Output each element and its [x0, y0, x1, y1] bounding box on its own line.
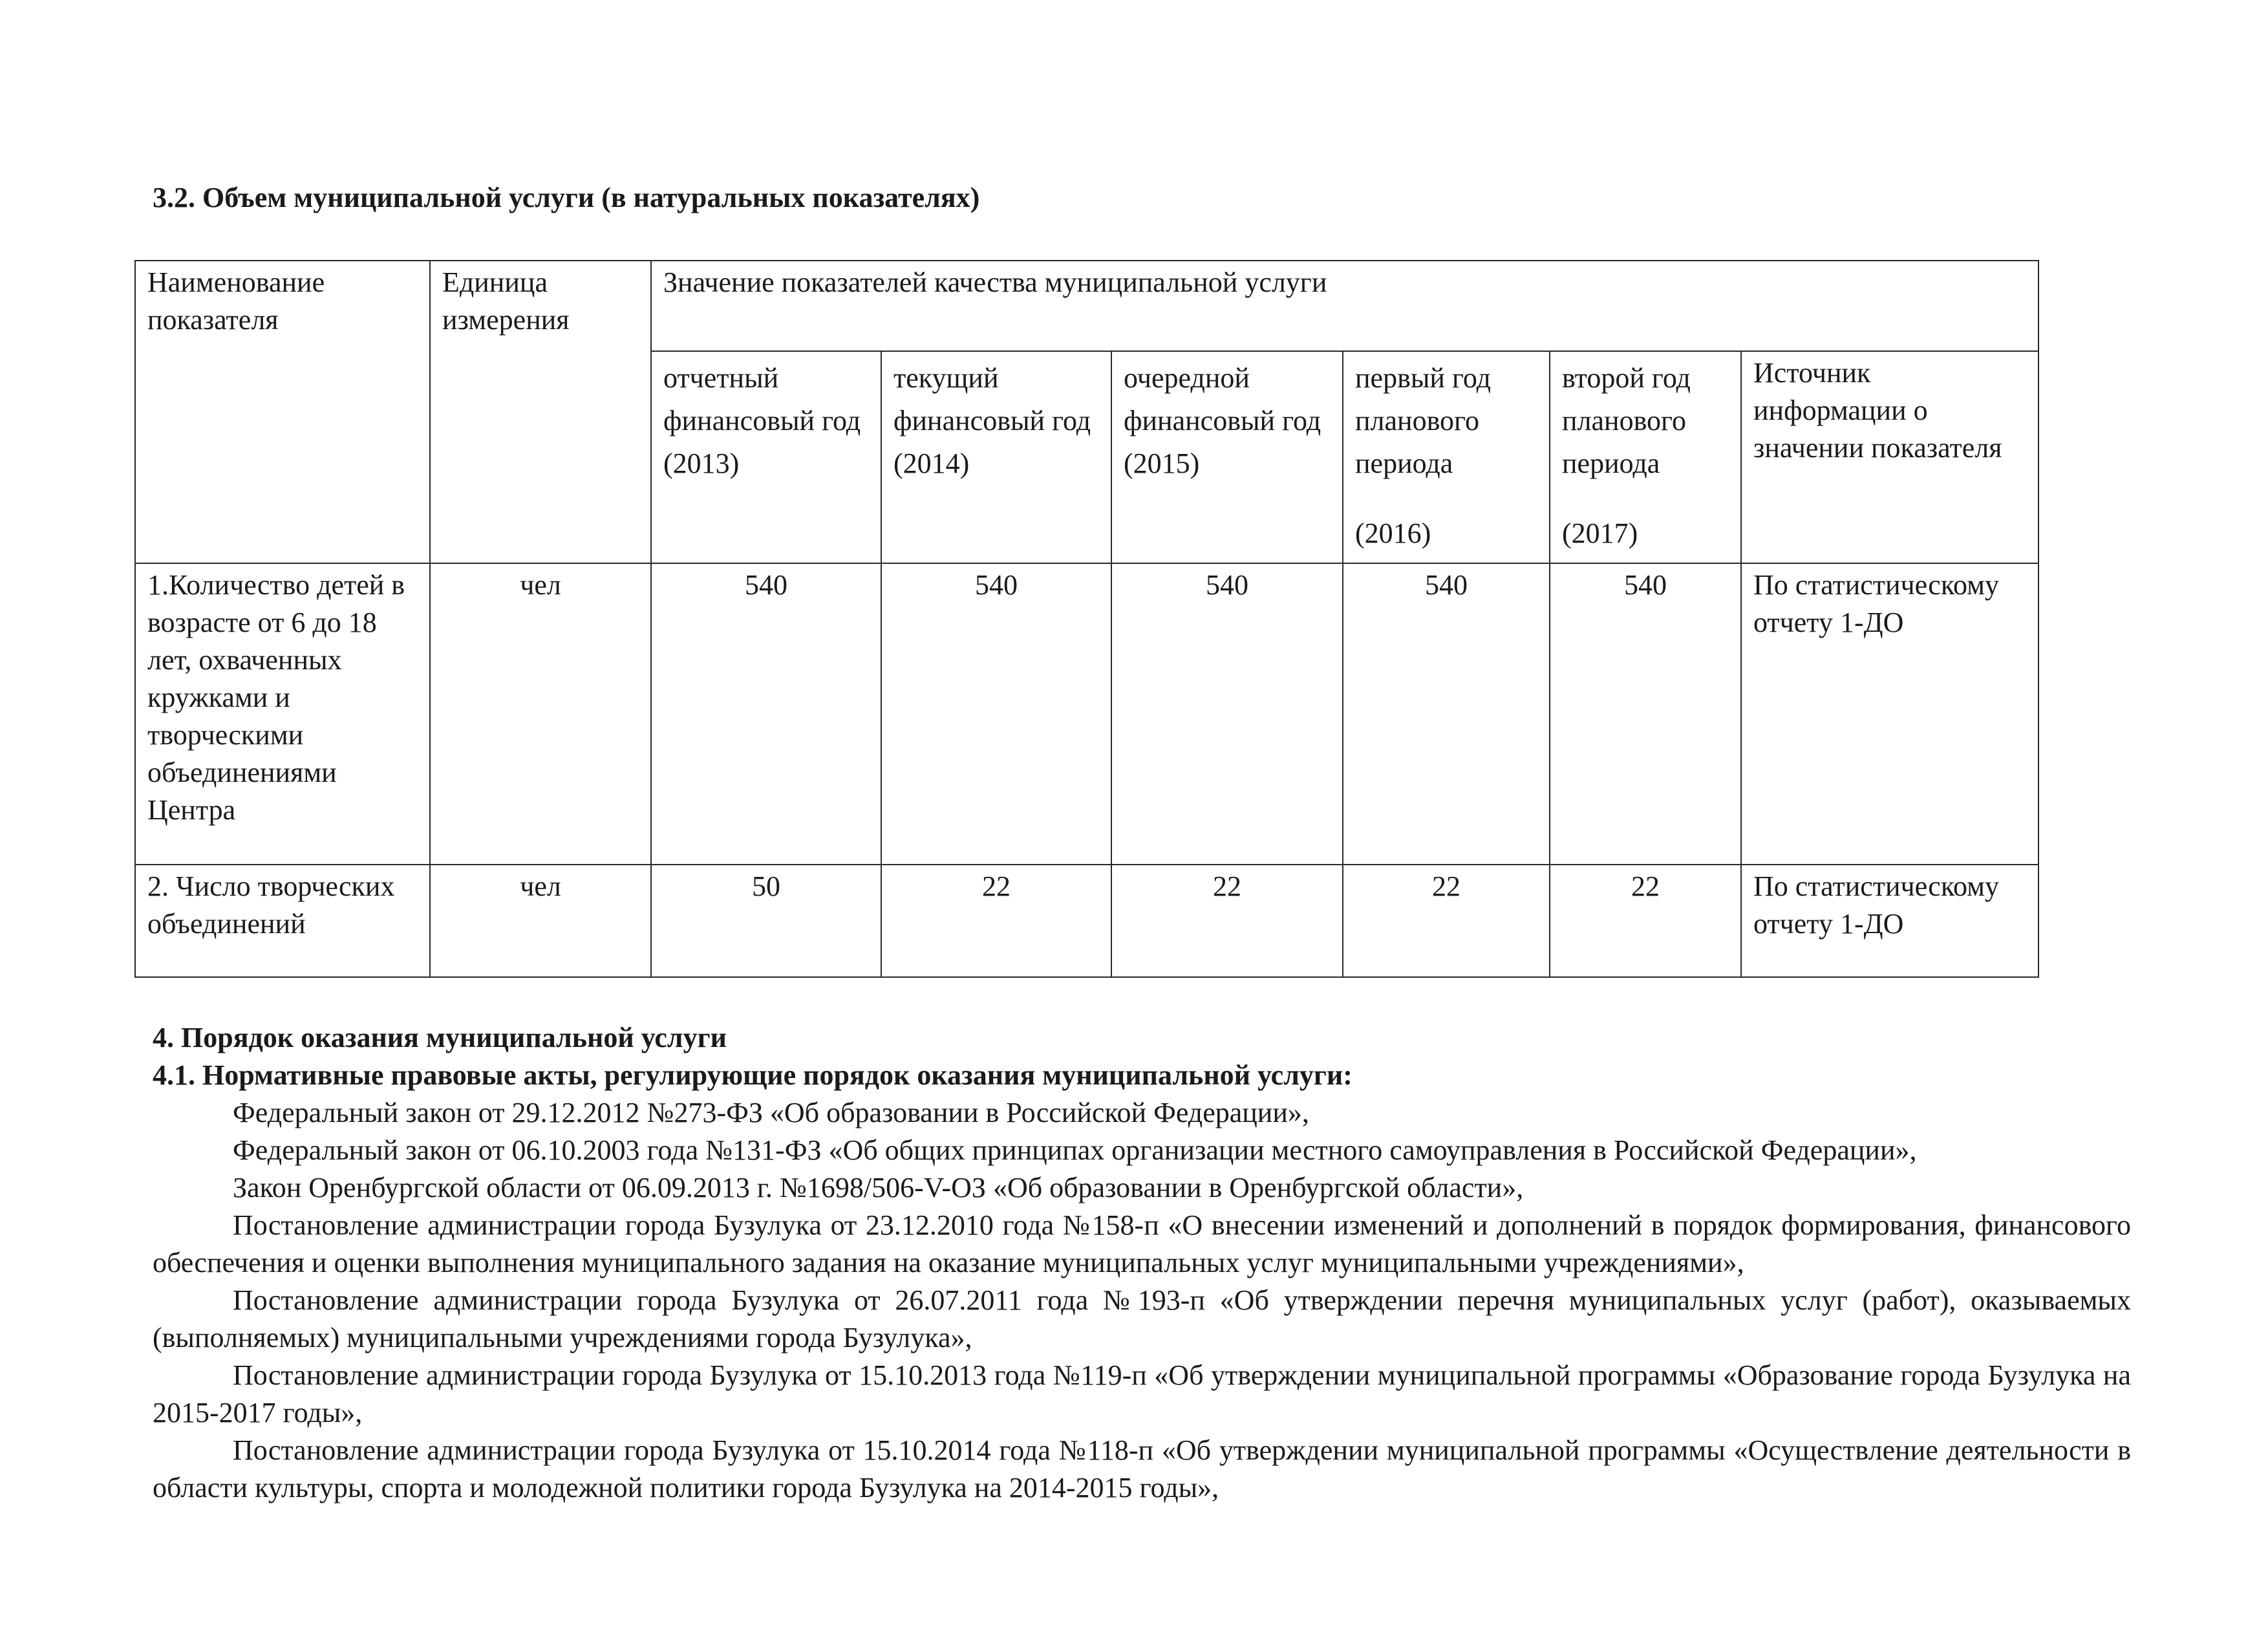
- header-values-group: Значение показателей качества муниципальной услуги: [651, 261, 2038, 351]
- row-1-source: По статистическому отчету 1-ДО: [1741, 563, 2038, 865]
- row-2-value-2017: 22: [1550, 865, 1741, 977]
- section-4-heading: 4. Порядок оказания муниципальной услуги: [153, 1022, 727, 1053]
- act-paragraph: Постановление администрации города Бузулука от 15.10.2014 года №118-п «Об утверждении муниципальной программы «Осуществление деятельности в области культуры, спорта и молодежной политики города Бузулука на 2014-2015 годы»,: [153, 1434, 2131, 1503]
- header-col-2013: отчетный финансовый год (2013): [651, 351, 881, 563]
- row-1-value-2016: 540: [1343, 563, 1550, 865]
- row-2-value-2015: 22: [1111, 865, 1343, 977]
- section-4-body: [153, 1019, 2131, 1507]
- row-1-value-2013: 540: [651, 563, 881, 865]
- section-3-2-heading: 3.2. Объем муниципальной услуги (в натуральных показателях): [153, 182, 980, 213]
- header-source: Источник информации о значении показателя: [1741, 351, 2038, 563]
- act-paragraph: Федеральный закон от 29.12.2012 №273-ФЗ «Об образовании в Российской Федерации»,: [233, 1097, 1309, 1128]
- row-2-value-2016: 22: [1343, 865, 1550, 977]
- row-2-name: 2. Число творческих объединений: [135, 865, 430, 977]
- act-paragraph: Закон Оренбургской области от 06.09.2013 г. №1698/506-V-ОЗ «Об образовании в Оренбургской области»,: [233, 1172, 1524, 1203]
- header-indicator-name: Наименование показателя: [135, 261, 430, 563]
- row-2-source: По статистическому отчету 1-ДО: [1741, 865, 2038, 977]
- header-unit: Единица измерения: [430, 261, 651, 563]
- table-row: [135, 563, 2038, 865]
- row-1-value-2017: 540: [1550, 563, 1741, 865]
- row-1-unit: чел: [430, 563, 651, 865]
- act-paragraph: Постановление администрации города Бузулука от 15.10.2013 года №119-п «Об утверждении муниципальной программы «Образование города Бузулука на 2015-2017 годы»,: [153, 1359, 2131, 1428]
- row-1-value-2014: 540: [881, 563, 1111, 865]
- act-paragraph: Федеральный закон от 06.10.2003 года №131-ФЗ «Об общих принципах организации местного самоуправления в Российской Федерации»,: [233, 1134, 1917, 1166]
- row-2-value-2014: 22: [881, 865, 1111, 977]
- header-col-2017: второй год планового периода (2017): [1550, 351, 1741, 563]
- row-1-name: 1.Количество детей в возрасте от 6 до 18 лет, охваченных кружками и творческими объединениями Центра: [135, 563, 430, 865]
- row-2-unit: чел: [430, 865, 651, 977]
- volume-table: [134, 260, 2039, 978]
- row-1-value-2015: 540: [1111, 563, 1343, 865]
- header-col-2017-year: (2017): [1562, 517, 1638, 549]
- header-col-2016: первый год планового периода (2016): [1343, 351, 1550, 563]
- row-2-value-2013: 50: [651, 865, 881, 977]
- header-col-2015: очередной финансовый год (2015): [1111, 351, 1343, 563]
- header-col-2016-year: (2016): [1355, 517, 1431, 549]
- section-4-1-heading: 4.1. Нормативные правовые акты, регулирующие порядок оказания муниципальной услуги:: [153, 1059, 1353, 1091]
- act-paragraph: Постановление администрации города Бузулука от 26.07.2011 года №193-п «Об утверждении перечня муниципальных услуг (работ), оказываемых (выполняемых) муниципальными учреждениями города Бузулука»,: [153, 1284, 2131, 1353]
- table-row: [135, 865, 2038, 977]
- header-col-2014: текущий финансовый год (2014): [881, 351, 1111, 563]
- act-paragraph: Постановление администрации города Бузулука от 23.12.2010 года №158-п «О внесении изменений и дополнений в порядок формирования, финансового обеспечения и оценки выполнения муниципального задания на оказание муниципальных услуг муниципальными учреждениями»,: [153, 1209, 2131, 1278]
